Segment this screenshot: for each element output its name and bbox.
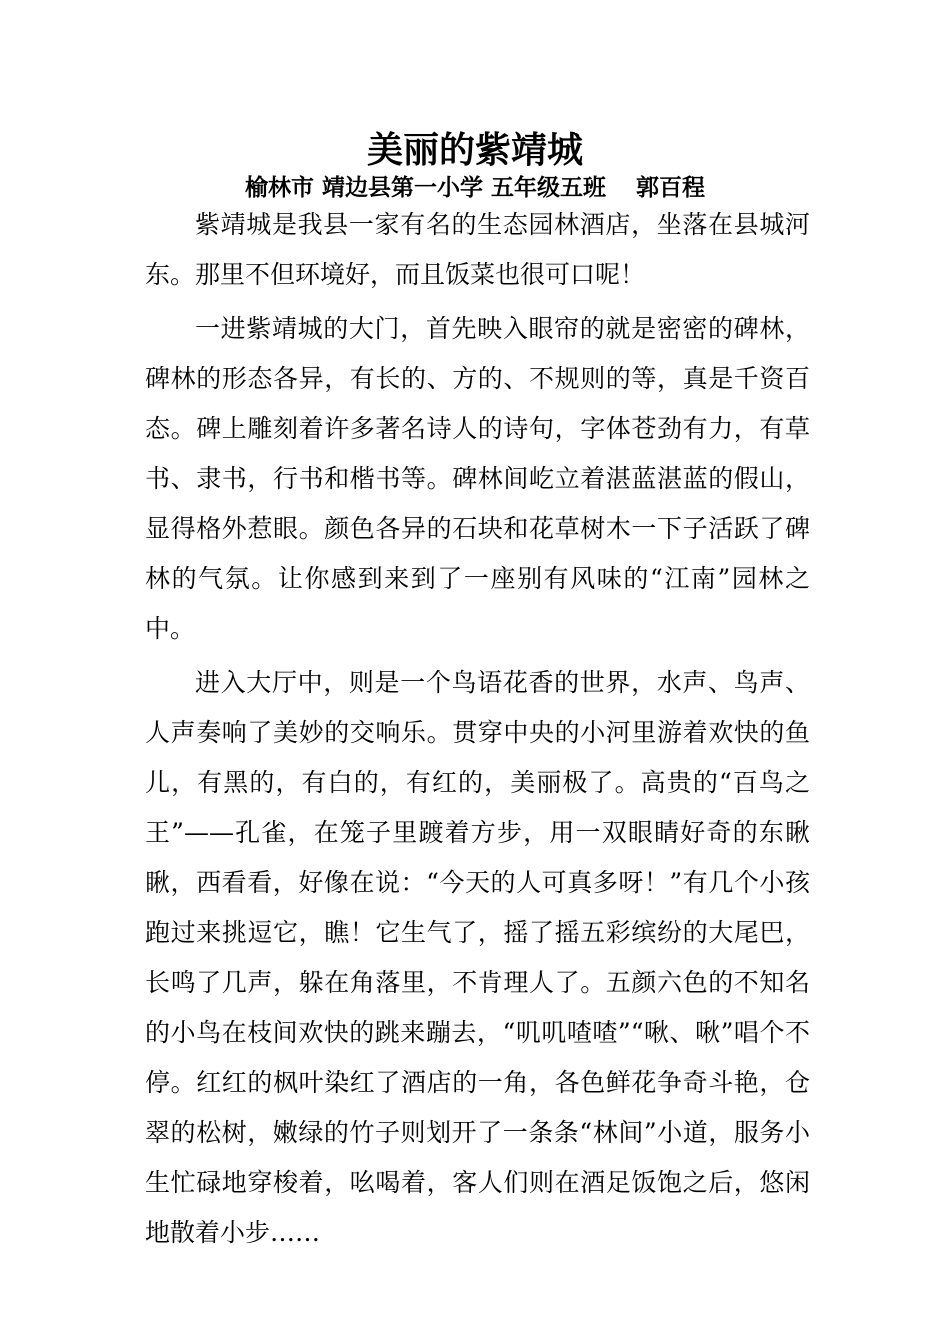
- paragraph-2: 一进紫靖城的大门，首先映入眼帘的就是密密的碑林，碑林的形态各异，有长的、方的、不规则的等，真是千资百态。碑上雕刻着许多著名诗人的诗句，字体苍劲有力，有草书、隶书，行书和楷书等。碑林间屹立着湛蓝湛蓝的假山，显得格外惹眼。颜色各异的石块和花草树木一下子活跃了碑林的气氛。让你感到来到了一座别有风味的“江南”园林之中。: [145, 314, 810, 643]
- document-title: 美丽的紫靖城: [366, 129, 583, 171]
- school-class: 榆林市 靖边县第一小学 五年级五班: [244, 174, 606, 201]
- paragraph-1: 紫靖城是我县一家有名的生态园林酒店，坐落在县城河东。那里不但环境好，而且饭菜也很可口呢！: [145, 210, 810, 289]
- author-name: 郭百程: [636, 174, 705, 201]
- paragraph-3: 进入大厅中，则是一个鸟语花香的世界，水声、鸟声、人声奏响了美妙的交响乐。贯穿中央的小河里游着欢快的鱼儿，有黑的，有白的，有红的，美丽极了。高贵的“百鸟之王”——孔雀，在笼子里踱着方步，用一双眼睛好奇的东瞅瞅，西看看，好像在说：“今天的人可真多呀！”有几个小孩跑过来挑逗它，瞧！它生气了，摇了摇五彩缤纷的大尾巴，长鸣了几声，躲在角落里，不肯理人了。五颜六色的不知名的小鸟在枝间欢快的跳来蹦去，“叽叽喳喳”“啾、啾”唱个不停。红红的枫叶染红了酒店的一角，各色鲜花争奇斗艳，仓翠的松树，嫩绿的竹子则划开了一条条“林间”小道，服务小生忙碌地穿梭着，吆喝着，客人们则在酒足饭饱之后，悠闲地散着小步……: [145, 668, 810, 1247]
- article-body: [145, 200, 810, 1258]
